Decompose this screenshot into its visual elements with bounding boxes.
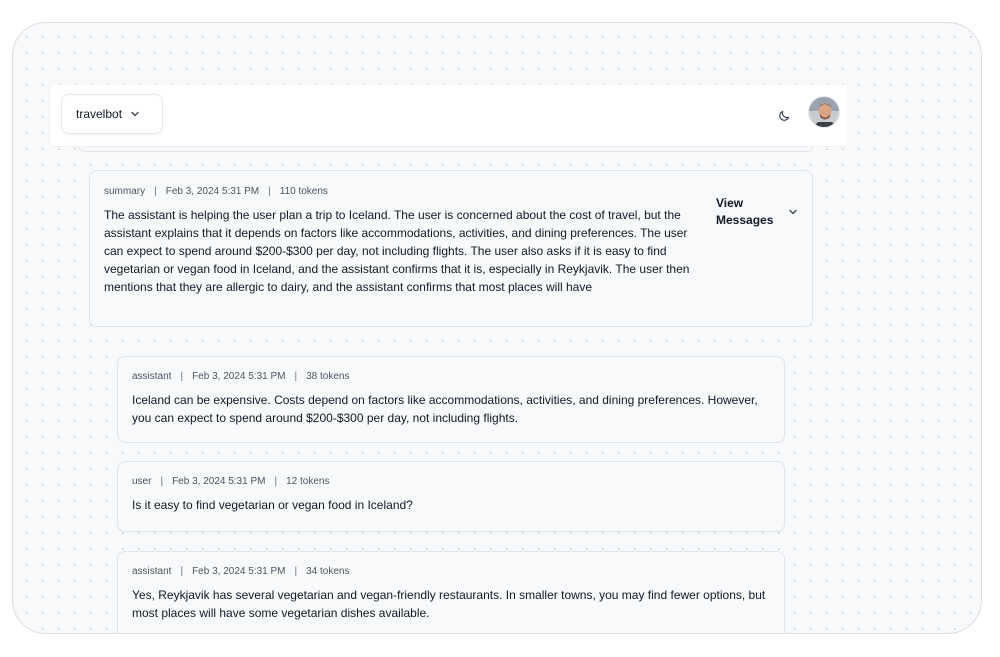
summary-text: The assistant is helping the user plan a trip to Iceland. The user is concerned about the cost of travel, but the assistant explains that it depends on factors like accommodations, activities, and dining preferences. The user can expect to spend around $200-$300 per day, not including flights. The user also asks if it is easy to find vegetarian or vegan food in Iceland, and the assistant confirms that it is, especially in Reykjavik. The user then mentions that they are allergic to dairy, and the assistant confirms that most places will have — [104, 208, 690, 294]
message-tokens: 12 tokens — [286, 476, 330, 487]
message-card — [117, 356, 785, 443]
message-timestamp: Feb 3, 2024 5:31 PM — [172, 476, 266, 487]
message-role: user — [132, 476, 152, 487]
bot-selector-label: travelbot — [76, 107, 123, 121]
chevron-down-icon — [130, 109, 140, 119]
message-card — [117, 551, 785, 634]
summary-card — [89, 170, 813, 327]
meta-separator: | — [294, 371, 298, 382]
message-role: assistant — [132, 566, 172, 577]
view-messages-button[interactable] — [716, 195, 798, 229]
top-bar — [51, 85, 847, 147]
bot-selector[interactable] — [61, 94, 163, 134]
summary-tokens: 110 tokens — [279, 186, 328, 197]
message-role: assistant — [132, 371, 172, 382]
message-meta — [132, 566, 770, 577]
meta-separator: | — [160, 476, 164, 487]
moon-icon[interactable] — [776, 107, 792, 123]
message-text: Yes, Reykjavik has several vegetarian and vegan-friendly restaurants. In smaller towns, you may find fewer options, but most places will have some vegetarian dishes available. — [132, 588, 766, 620]
message-timestamp: Feb 3, 2024 5:31 PM — [192, 371, 286, 382]
message-tokens: 34 tokens — [306, 566, 350, 577]
summary-role: summary — [104, 186, 146, 197]
previous-card-edge — [79, 147, 813, 152]
message-card — [117, 461, 785, 532]
meta-separator: | — [294, 566, 298, 577]
chevron-down-icon — [788, 207, 798, 217]
meta-separator: | — [180, 566, 184, 577]
view-messages-label: View Messages — [716, 196, 774, 227]
app-frame — [12, 22, 982, 634]
message-text: Iceland can be expensive. Costs depend on factors like accommodations, activities, and dining preferences. However, you can expect to spend around $200-$300 per day, not including flights. — [132, 393, 758, 425]
message-meta — [132, 476, 770, 487]
meta-separator: | — [154, 186, 157, 197]
summary-timestamp: Feb 3, 2024 5:31 PM — [165, 186, 260, 197]
message-timestamp: Feb 3, 2024 5:31 PM — [192, 566, 286, 577]
meta-separator: | — [268, 186, 271, 197]
avatar[interactable] — [808, 96, 840, 128]
message-tokens: 38 tokens — [306, 371, 350, 382]
meta-separator: | — [180, 371, 184, 382]
message-meta — [132, 371, 770, 382]
summary-meta — [104, 186, 798, 197]
meta-separator: | — [274, 476, 278, 487]
message-text: Is it easy to find vegetarian or vegan food in Iceland? — [132, 498, 413, 512]
